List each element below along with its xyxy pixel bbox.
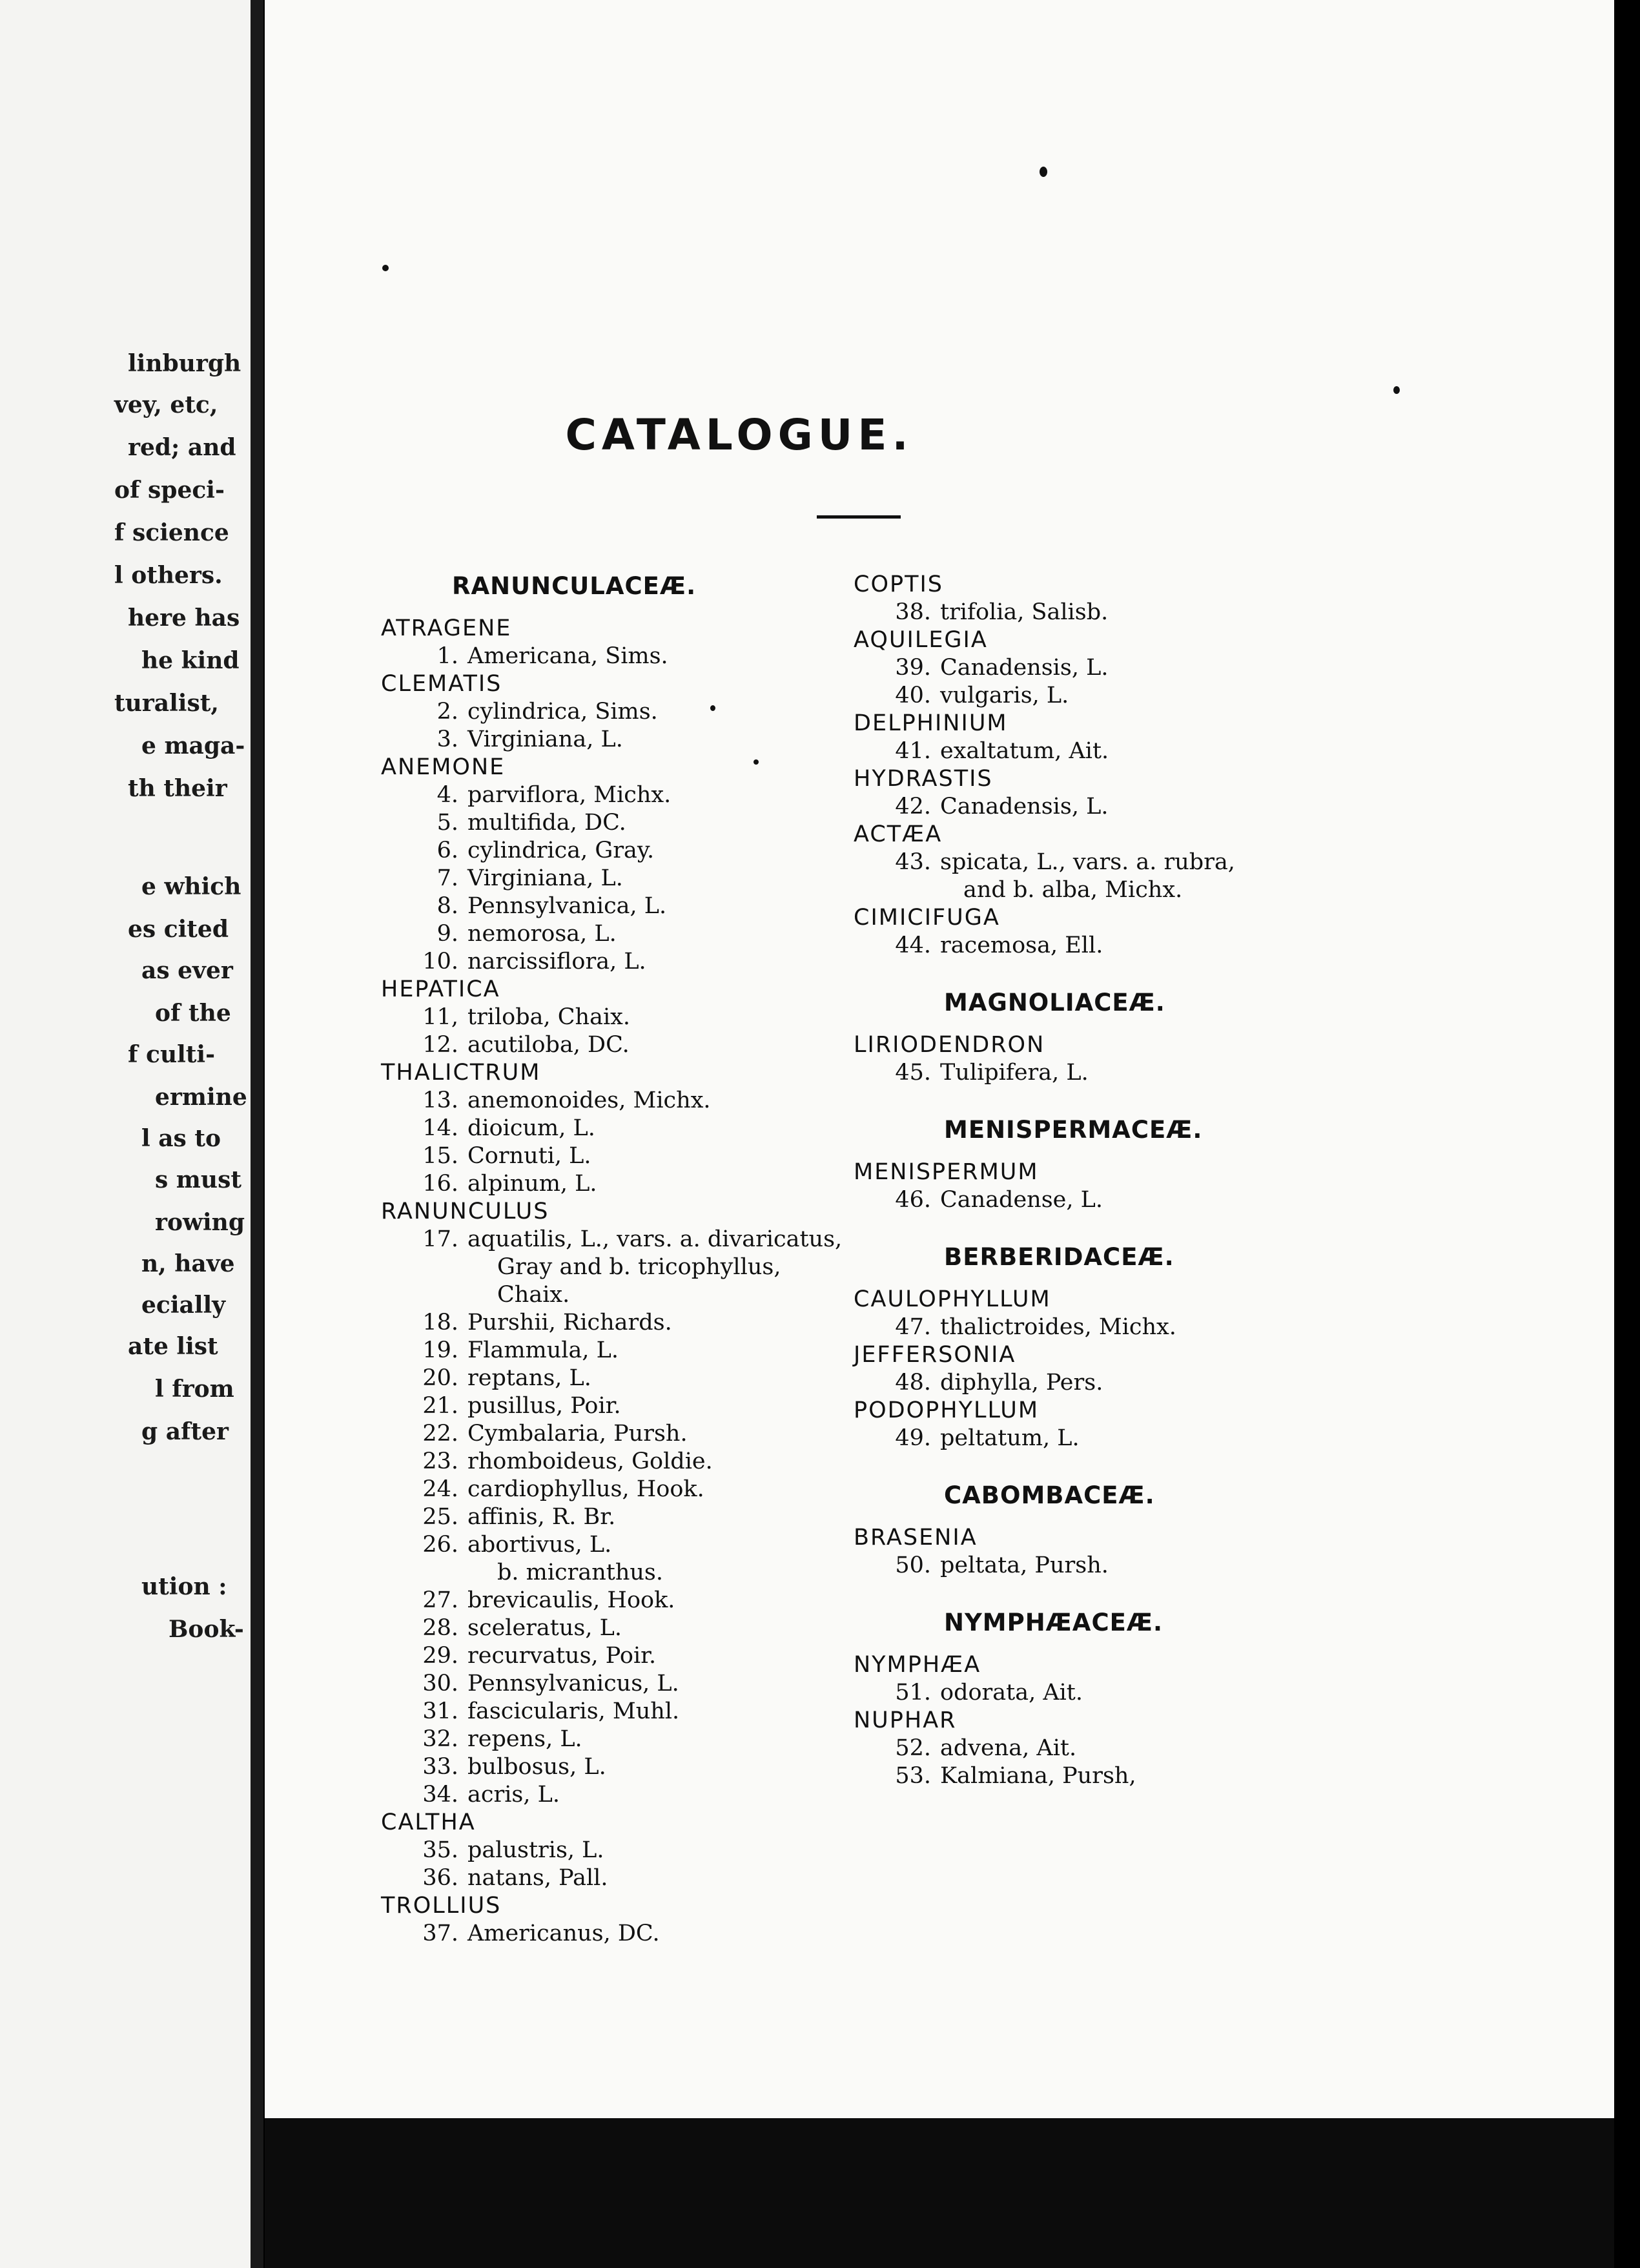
species-number: 45. [895,1060,931,1086]
species-name: fascicularis, Muhl. [467,1698,680,1724]
species-entry [413,1226,842,1253]
species-entry [413,1392,621,1420]
species-name: exaltatum, Ait. [940,738,1109,764]
species-entry [413,698,658,726]
facing-page-text-fragment: linburgh [128,350,241,377]
species-name: thalictroides, Michx. [940,1314,1176,1340]
species-name: parviflora, Michx. [467,782,671,808]
genus-heading: TROLLIUS [381,1893,502,1919]
species-entry [413,1670,679,1698]
catalogue-title: CATALOGUE. [565,410,914,460]
facing-page-text-fragment: g after [141,1418,229,1445]
species-entry [413,1476,704,1503]
species-entry [886,737,1109,765]
species-continuation: and b. alba, Michx. [963,877,1183,903]
ink-speck [1393,386,1400,394]
species-name: nemorosa, L. [467,921,617,947]
species-entry [413,1642,656,1670]
genus-heading: ACTÆA [854,821,943,847]
species-entry [413,865,623,892]
species-name: trifolia, Salisb. [940,599,1109,625]
species-name: cylindrica, Sims. [467,699,658,725]
family-heading: MENISPERMACEÆ. [944,1116,1203,1144]
species-name: peltatum, L. [940,1425,1080,1451]
species-name: Kalmiana, Pursh, [940,1763,1136,1789]
species-name: acris, L. [467,1782,560,1808]
species-entry [413,1087,711,1115]
species-entry [413,1031,630,1059]
facing-page-text-fragment: l others. [114,562,223,589]
species-entry [886,1735,1076,1762]
species-number: 46. [895,1187,931,1213]
species-name: Canadense, L. [940,1187,1103,1213]
scan-bottom-margin [265,2118,1614,2268]
species-number: 3. [436,727,458,752]
species-entry [413,1587,675,1614]
species-number: 6. [436,838,458,863]
facing-page-left [0,0,251,2268]
species-number: 51. [895,1680,931,1706]
species-entry [413,1142,591,1170]
species-name: natans, Pall. [467,1865,608,1891]
species-name: Purshii, Richards. [467,1310,672,1335]
genus-heading: CLEMATIS [381,671,502,697]
species-entry [413,1115,595,1142]
species-name: recurvatus, Poir. [467,1643,657,1669]
species-entry [886,849,1235,876]
species-name: rhomboideus, Goldie. [467,1448,713,1474]
species-number: 49. [895,1425,931,1451]
species-number: 35. [422,1837,458,1863]
genus-heading: CALTHA [381,1809,476,1835]
species-number: 15. [422,1143,458,1169]
species-name: pusillus, Poir. [467,1393,621,1419]
ink-speck [382,265,389,271]
species-name: narcissiflora, L. [467,949,646,974]
species-number: 23. [422,1448,458,1474]
species-name: bulbosus, L. [467,1754,606,1780]
species-number: 27. [422,1587,458,1613]
species-entry [413,1864,608,1892]
species-entry [413,1337,619,1365]
facing-page-text-fragment: e which [141,873,241,900]
species-name: Pennsylvanica, L. [467,893,667,919]
genus-heading: COPTIS [854,572,944,597]
species-name: Virginiana, L. [467,727,623,752]
species-entry [886,1369,1103,1397]
species-entry [886,1314,1176,1341]
facing-page-text-fragment: of the [155,1000,231,1027]
species-number: 10. [422,949,458,974]
species-entry [413,1837,604,1864]
species-name: affinis, R. Br. [467,1504,616,1530]
ink-speck [710,705,715,711]
family-heading: CABOMBACEÆ. [944,1481,1155,1509]
species-number: 34. [422,1782,458,1808]
species-entry [886,1186,1103,1214]
species-entry [886,932,1103,960]
facing-page-text-fragment: l from [155,1376,234,1403]
species-name: Virginiana, L. [467,865,623,891]
genus-heading: ANEMONE [381,754,506,780]
genus-heading: HYDRASTIS [854,766,993,792]
species-entry [886,1552,1109,1580]
species-continuation: Chaix. [497,1282,570,1308]
species-entry [886,1679,1083,1707]
species-entry [413,1170,597,1198]
species-number: 17. [422,1226,458,1252]
genus-heading: ATRAGENE [381,615,512,641]
species-number: 31. [422,1698,458,1724]
species-number: 21. [422,1393,458,1419]
facing-page-text-fragment: n, have [141,1250,235,1277]
family-heading: NYMPHÆACEÆ. [944,1609,1163,1636]
species-number: 33. [422,1754,458,1780]
facing-page-text-fragment: f culti- [128,1041,216,1068]
species-name: Tulipifera, L. [940,1060,1089,1086]
species-number: 53. [895,1763,931,1789]
species-name: palustris, L. [467,1837,604,1863]
facing-page-text-fragment: s must [155,1166,241,1193]
species-name: repens, L. [467,1726,582,1752]
species-name: sceleratus, L. [467,1615,622,1641]
species-name: Cornuti, L. [467,1143,591,1169]
facing-page-text-fragment: as ever [141,957,233,984]
species-number: 36. [422,1865,458,1891]
species-name: reptans, L. [467,1365,591,1391]
species-name: Americana, Sims. [467,643,668,669]
species-number: 42. [895,794,931,820]
genus-heading: LIRIODENDRON [854,1032,1045,1058]
species-name: aquatilis, L., vars. a. divaricatus, [467,1226,843,1252]
species-number: 38. [895,599,931,625]
species-number: 1. [436,643,458,669]
species-entry [413,1503,615,1531]
species-entry [886,1425,1080,1452]
species-number: 13. [422,1088,458,1113]
facing-page-text-fragment: Book- [169,1616,244,1643]
genus-heading: AQUILEGIA [854,627,988,653]
species-name: Canadensis, L. [940,655,1109,681]
species-number: 14. [422,1115,458,1141]
facing-page-text-fragment: rowing [155,1209,245,1236]
facing-page-text-fragment: ermine [155,1084,247,1111]
facing-page-text-fragment: vey, etc, [114,391,218,418]
species-entry [413,1420,688,1448]
species-name: anemonoides, Michx. [467,1088,711,1113]
species-number: 26. [422,1532,458,1558]
species-number: 44. [895,933,931,958]
species-number: 43. [895,849,931,875]
genus-heading: RANUNCULUS [381,1199,549,1224]
species-entry [413,781,671,809]
species-entry [413,1920,660,1948]
facing-page-text-fragment: l as to [141,1125,221,1152]
genus-heading: MENISPERMUM [854,1159,1039,1185]
family-heading: RANUNCULACEÆ. [452,572,697,600]
genus-heading: DELPHINIUM [854,710,1008,736]
species-entry [413,1531,611,1559]
species-entry [886,599,1108,626]
species-name: alpinum, L. [467,1171,597,1197]
species-number: 4. [436,782,458,808]
species-name: Pennsylvanicus, L. [467,1671,679,1696]
species-name: cardiophyllus, Hook. [467,1476,704,1502]
species-name: abortivus, L. [467,1532,612,1558]
species-entry [886,654,1108,682]
species-number: 40. [895,683,931,708]
family-heading: BERBERIDACEÆ. [944,1243,1174,1271]
genus-heading: JEFFERSONIA [854,1342,1016,1368]
species-name: Canadensis, L. [940,794,1109,820]
species-entry [413,809,626,837]
species-name: triloba, Chaix. [467,1004,631,1030]
species-number: 41. [895,738,931,764]
genus-heading: THALICTRUM [381,1060,541,1086]
facing-page-text-fragment: e maga- [141,732,245,759]
facing-page-text-fragment: of speci- [114,477,225,504]
facing-page-text-fragment: ecially [141,1292,226,1319]
species-number: 18. [422,1310,458,1335]
species-entry [413,837,654,865]
species-number: 19. [422,1337,458,1363]
species-number: 50. [895,1552,931,1578]
species-name: diphylla, Pers. [940,1370,1103,1396]
genus-heading: NUPHAR [854,1707,957,1733]
species-number: 37. [422,1921,458,1946]
genus-heading: HEPATICA [381,976,500,1002]
species-entry [413,726,623,754]
species-number: 20. [422,1365,458,1391]
species-entry [886,682,1069,710]
ink-speck [1040,167,1047,177]
species-number: 39. [895,655,931,681]
page-gutter [251,0,263,2268]
genus-heading: BRASENIA [854,1525,978,1551]
species-entry [413,1309,672,1337]
species-entry [413,1781,560,1809]
catalogue-page [265,0,1614,2118]
facing-page-text-fragment: ate list [128,1333,218,1360]
species-number: 30. [422,1671,458,1696]
species-number: 12. [422,1032,458,1058]
genus-heading: NYMPHÆA [854,1652,981,1678]
species-name: multifida, DC. [467,810,626,836]
species-name: Flammula, L. [467,1337,619,1363]
species-entry [413,1365,591,1392]
species-name: advena, Ait. [940,1735,1077,1761]
species-entry [413,1726,582,1753]
species-entry [413,892,666,920]
species-number: 8. [436,893,458,919]
species-name: brevicaulis, Hook. [467,1587,675,1613]
species-continuation: b. micranthus. [497,1560,664,1585]
species-entry [413,948,646,976]
species-number: 9. [436,921,458,947]
species-number: 5. [436,810,458,836]
species-name: vulgaris, L. [940,683,1069,708]
species-number: 25. [422,1504,458,1530]
species-number: 29. [422,1643,458,1669]
species-name: odorata, Ait. [940,1680,1083,1706]
facing-page-text-fragment: here has [128,604,240,632]
genus-heading: CAULOPHYLLUM [854,1286,1051,1312]
species-entry [886,1762,1136,1790]
species-continuation: Gray and b. tricophyllus, [497,1254,781,1280]
species-number: 48. [895,1370,931,1396]
facing-page-text-fragment: f science [114,519,229,546]
species-name: acutiloba, DC. [467,1032,630,1058]
species-number: 7. [436,865,458,891]
genus-heading: CIMICIFUGA [854,905,1000,931]
species-number: 22. [422,1421,458,1447]
facing-page-text-fragment: th their [128,775,227,802]
genus-heading: PODOPHYLLUM [854,1397,1040,1423]
facing-page-text-fragment: es cited [128,916,229,943]
species-name: racemosa, Ell. [940,933,1103,958]
species-number: 32. [422,1726,458,1752]
species-number: 2. [436,699,458,725]
facing-page-text-fragment: red; and [128,434,236,461]
facing-page-text-fragment: ution : [141,1573,227,1600]
species-entry [413,1448,713,1476]
facing-page-text-fragment: turalist, [114,690,219,717]
species-number: 52. [895,1735,931,1761]
species-name: spicata, L., vars. a. rubra, [940,849,1235,875]
species-name: dioicum, L. [467,1115,595,1141]
species-name: cylindrica, Gray. [467,838,655,863]
species-entry [413,920,617,948]
species-name: peltata, Pursh. [940,1552,1109,1578]
species-entry [413,1698,679,1726]
species-number: 24. [422,1476,458,1502]
species-entry [413,1614,622,1642]
species-number: 47. [895,1314,931,1340]
species-name: Cymbalaria, Pursh. [467,1421,688,1447]
species-entry [413,1004,630,1031]
ink-speck [753,759,759,765]
species-entry [413,1753,606,1781]
species-entry [886,793,1108,821]
title-rule [817,515,901,519]
species-number: 16. [422,1171,458,1197]
species-number: 28. [422,1615,458,1641]
family-heading: MAGNOLIACEÆ. [944,989,1165,1016]
species-entry [413,643,668,670]
species-name: Americanus, DC. [467,1921,660,1946]
species-number: 11, [422,1004,458,1030]
facing-page-text-fragment: he kind [141,647,240,674]
species-entry [886,1059,1089,1087]
